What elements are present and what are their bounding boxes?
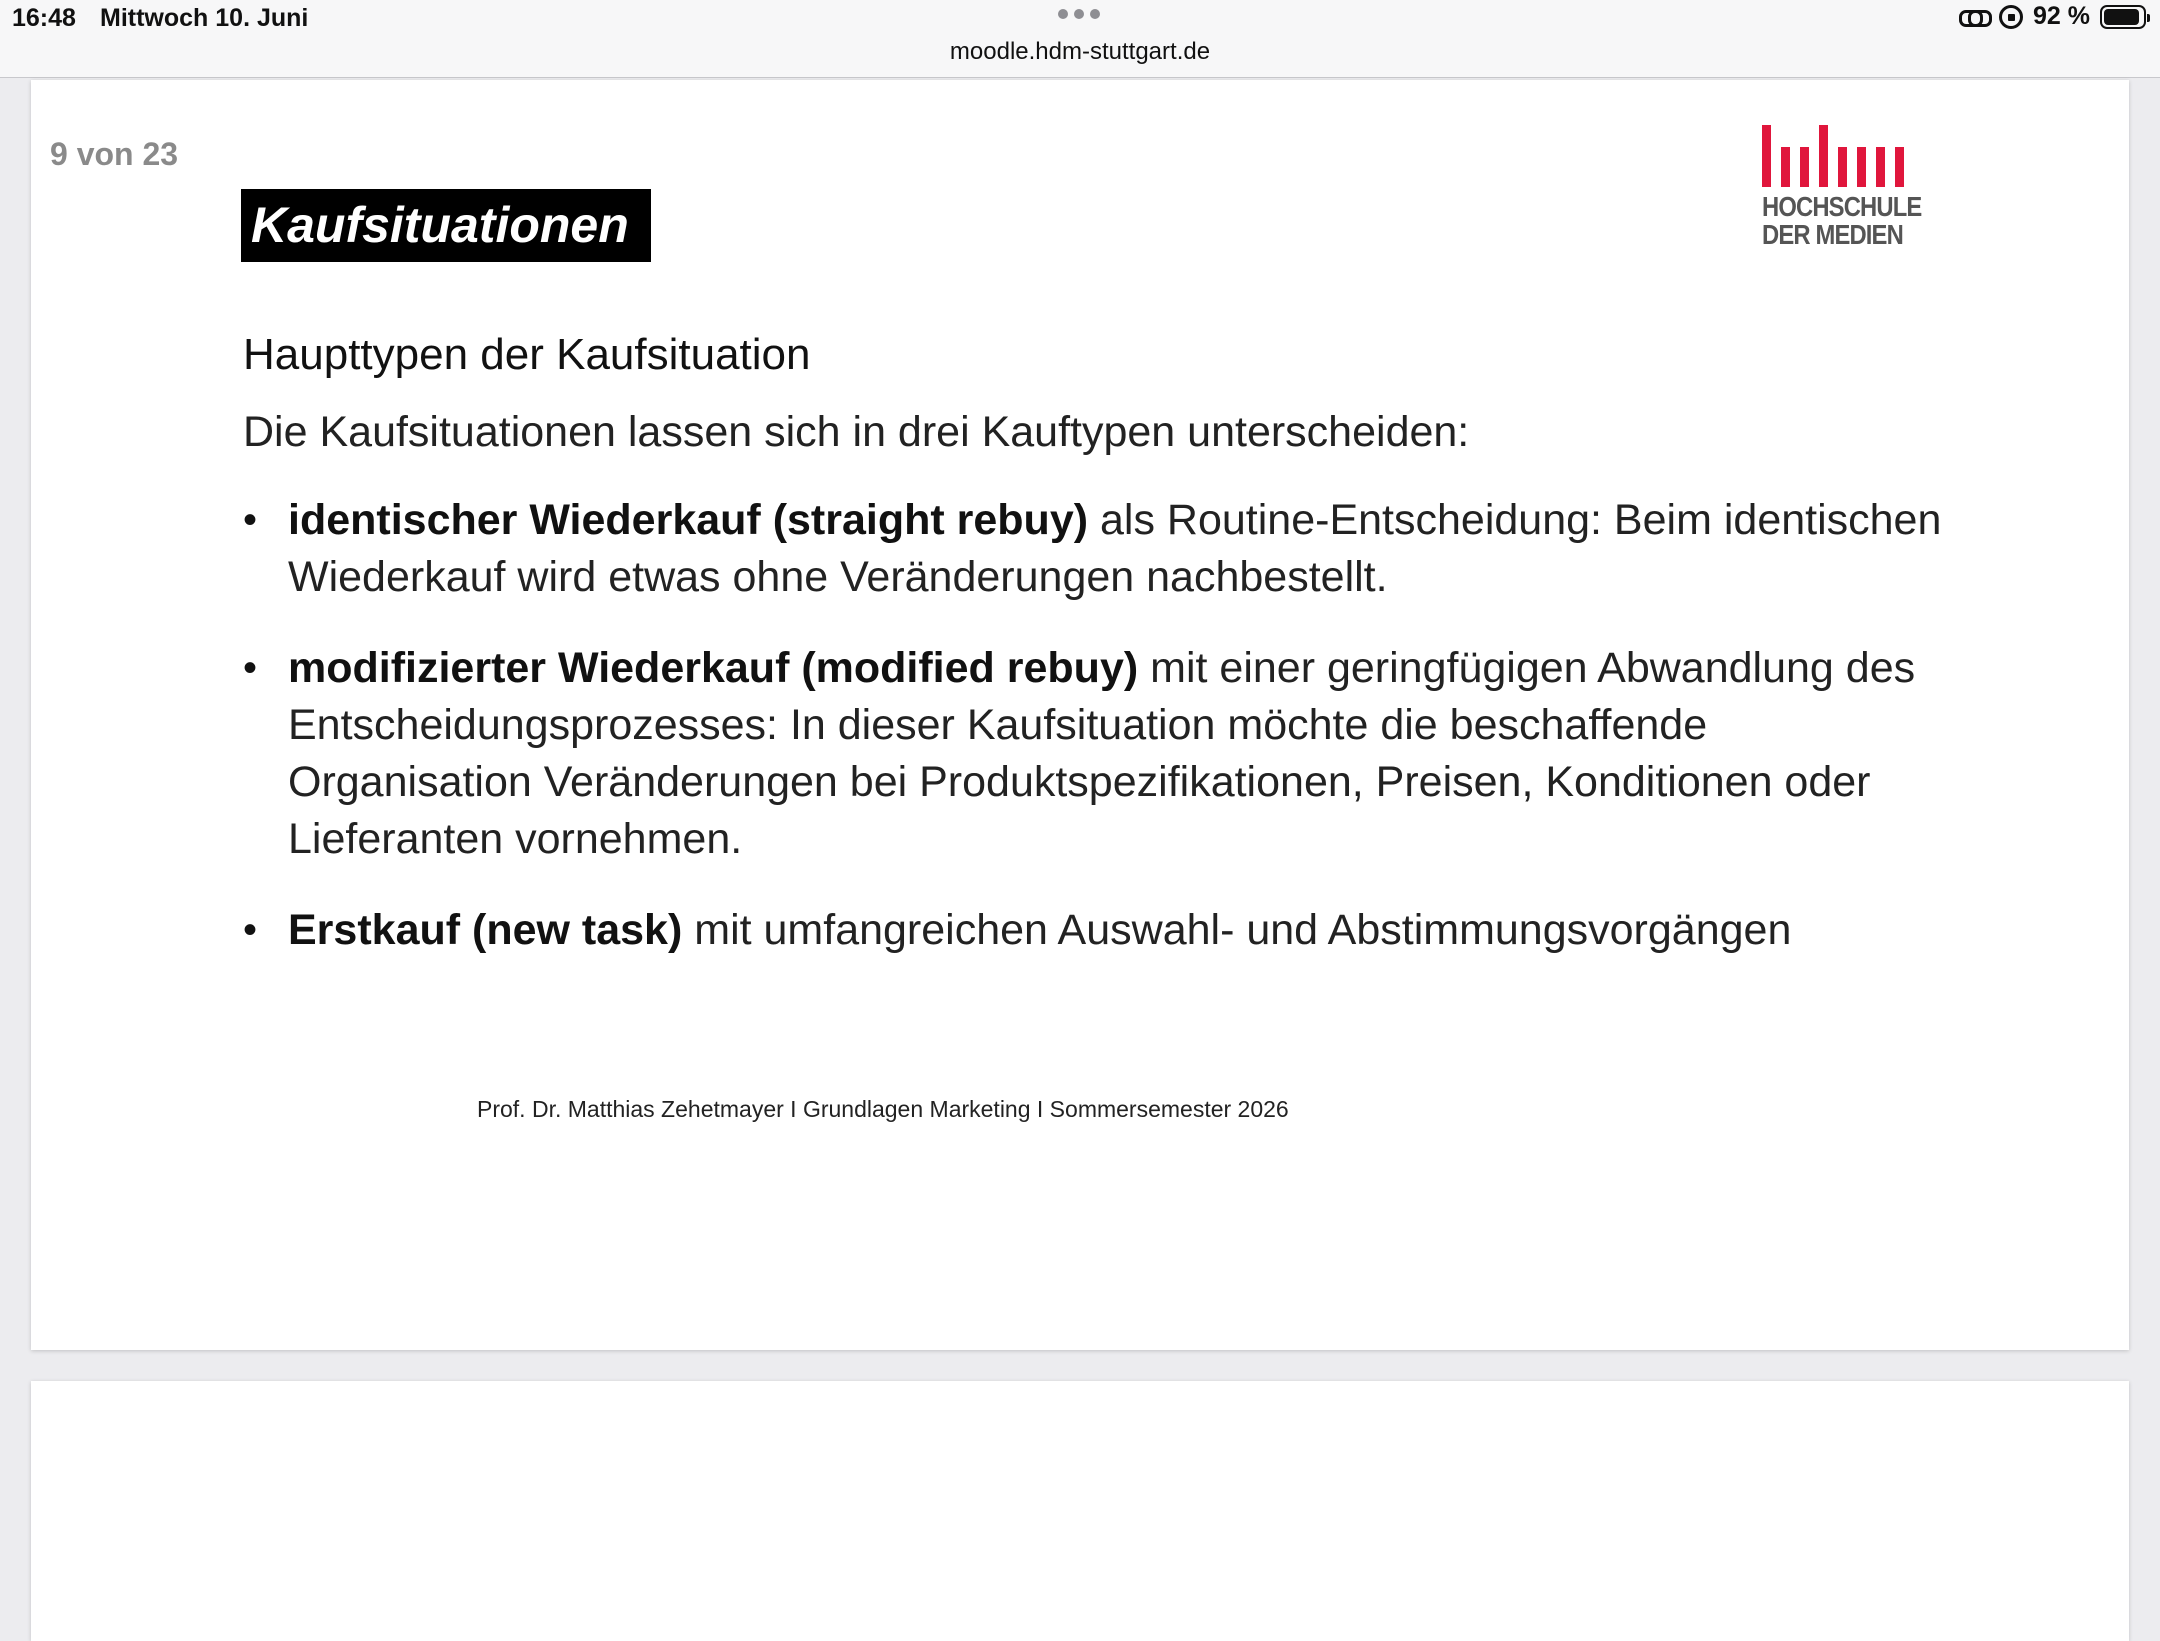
battery-icon [2100,5,2146,29]
bullet-icon: • [243,646,258,690]
logo-text [1762,191,1922,250]
link-icon [1959,5,1989,29]
status-date: Mittwoch 10. Juni [100,4,309,32]
bullet-term: modifizierter Wiederkauf (modified rebuy) [288,644,1139,692]
status-time: 16:48 [12,4,76,32]
multitasking-dots-icon[interactable] [1058,9,1100,19]
pdf-page-next[interactable] [31,1381,2129,1641]
list-item [243,640,1943,868]
slide-intro: Die Kaufsituationen lassen sich in drei Kauftypen unterscheiden: [243,408,1470,456]
logo-line-1: HOCHSCHULE [1762,191,1922,222]
logo-bars-icon [1762,125,1904,187]
logo-line-2: DER MEDIEN [1762,219,1903,250]
bullet-text: mit einer geringfügigen Abwandlung des Entscheidungsprozesses: In dieser Kaufsituation möchte die beschaffende Organisation Veränderungen bei Produktspezifikationen, Preisen, Konditionen oder Lieferanten vornehmen. [288,644,1916,863]
bullet-term: Erstkauf (new task) [288,906,683,954]
page-indicator: 9 von 23 [50,136,179,172]
rotation-lock-icon [1999,5,2023,29]
slide-title: Kaufsituationen [251,197,629,253]
list-item [243,902,1943,959]
status-bar [0,0,2160,78]
slide-heading: Haupttypen der Kaufsituation [243,330,811,379]
bullet-term: identischer Wiederkauf (straight rebuy) [288,496,1089,544]
slide-title-box [241,189,651,262]
bullet-icon: • [243,498,258,542]
hdm-logo [1762,125,1922,253]
address-url[interactable]: moodle.hdm-stuttgart.de [949,38,1211,65]
bullet-icon: • [243,908,258,952]
slide-footer: Prof. Dr. Matthias Zehetmayer I Grundlagen Marketing I Sommersemester 2026 [477,1096,1289,1122]
bullet-text: als Routine-Entscheidung: Beim identischen Wiederkauf wird etwas ohne Veränderungen nachbestellt. [288,496,1942,601]
bullet-list [243,492,1943,993]
list-item [243,492,1943,606]
status-indicators [1959,2,2146,31]
bullet-text: mit umfangreichen Auswahl- und Abstimmungsvorgängen [682,906,1792,954]
battery-percentage: 92 % [2033,2,2090,30]
